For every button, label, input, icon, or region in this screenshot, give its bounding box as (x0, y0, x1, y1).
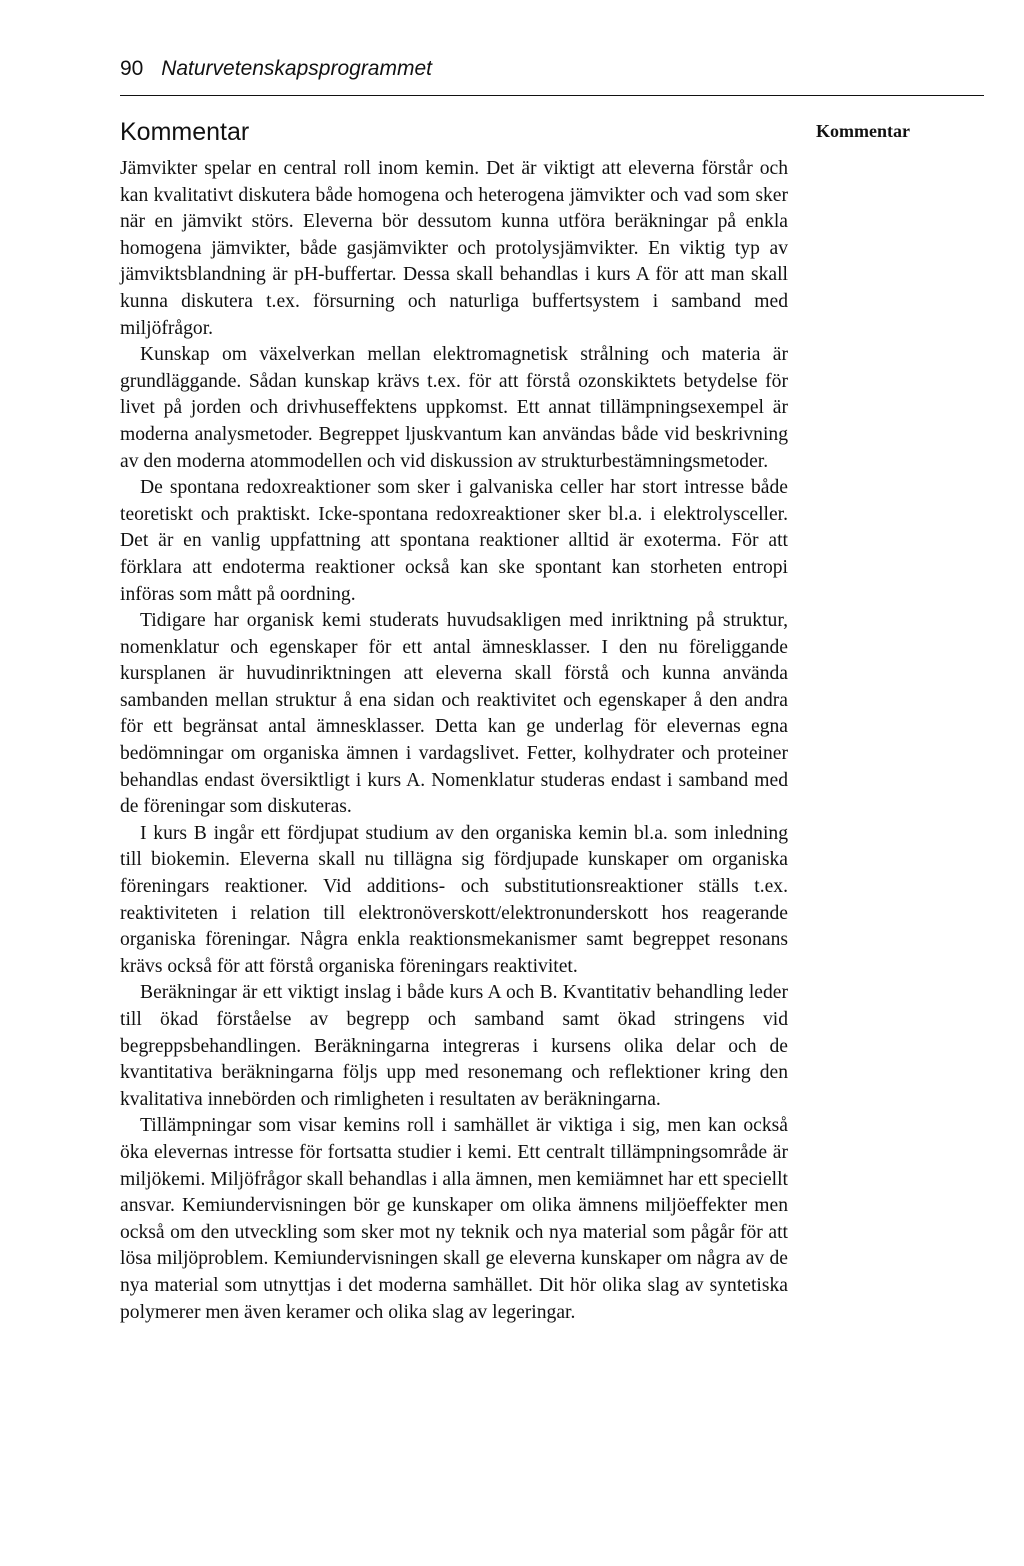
running-title: Naturvetenskapsprogrammet (161, 57, 432, 80)
header-rule (120, 95, 984, 96)
paragraph: Beräkningar är ett viktigt inslag i både kurs A och B. Kvantitativ behandling leder till ökad förståelse av begrepp och samband samt ökad stringens vid begreppsbehandlingen. Beräkningarna integreras i kursens olika delar och de kvantitativa beräkningarna följs upp med resonemang och reflektioner kring den kvalitativa innebörden och rimligheten i resultaten av beräkningarna. (120, 982, 788, 1110)
paragraph: Jämvikter spelar en central roll inom kemin. Det är viktigt att eleverna förstår och kan kvalitativt diskutera både homogena och heterogena jämvikter och vad som sker när en jämvikt störs. Eleverna bör dessutom kunna utföra beräkningar på enkla homogena jämvikter, både gasjämvikter och protolysjämvikter. En viktig typ av jämviktsblandning är pH-buffertar. Dessa skall behandlas i kurs A för att man skall kunna diskutera t.ex. försurning och naturliga buffertsystem i samband med miljöfrågor. (120, 158, 788, 339)
paragraph: Tillämpningar som visar kemins roll i samhället är viktiga i sig, men kan också öka elevernas intresse för fortsatta studier i kemi. Ett centralt tillämpningsområde är miljökemi. Miljöfrågor skall behandlas i alla ämnen, men kemiämnet har ett speciellt ansvar. Kemiundervisningen bör ge kunskaper om olika ämnens miljöeffekter men också om den utveckling som sker mot ny teknik och nya material som pågår för att lösa miljöproblem. Kemiundervisningen skall ge eleverna kunskaper om några av de nya material som utnyttjas i det moderna samhället. Dit hör olika slag av syntetiska polymerer men även keramer och olika slag av legeringar. (120, 1115, 788, 1323)
paragraph: Tidigare har organisk kemi studerats huvudsakligen med inriktning på struktur, nomenklatur och egenskaper för ett antal ämnesklasser. I den nu föreliggande kursplanen är huvudinriktningen att eleverna skall förstå och kunna använda sambanden mellan struktur å ena sidan och reaktivitet och egenskaper å den andra för ett begränsat antal ämnesklasser. Detta kan ge underlag för elevernas egna bedömningar om organiska ämnen i vardagslivet. Fetter, kolhydrater och proteiner behandlas endast översiktligt i kurs A. Nomenklatur studeras endast i samband med de föreningar som diskuteras. (120, 610, 788, 818)
section-heading: Kommentar (120, 118, 250, 146)
paragraph: De spontana redoxreaktioner som sker i galvaniska celler har stort intresse både teoretiskt och praktiskt. Icke-spontana redoxreaktioner sker bl.a. i elektrolysceller. Det är en vanlig uppfattning att spontana reaktioner alltid är exoterma. För att förklara att endoterma reaktioner också kan ske spontant kan storheten entropi införas som mått på oordning. (120, 477, 788, 605)
paragraph: I kurs B ingår ett fördjupat studium av den organiska kemin bl.a. som inledning till biokemin. Eleverna skall nu tillägna sig fördjupade kunskaper om organiska föreningars reaktioner. Vid additions- och substitutionsreaktioner ställs t.ex. reaktiviteten i relation till elektronöverskott/elektronunderskott hos reagerande organiska föreningar. Några enkla reaktionsmekanismer samt begreppet resonans krävs också för att förstå organiska föreningars reaktivitet. (120, 822, 788, 977)
margin-note: Kommentar (816, 121, 910, 141)
running-head (120, 54, 980, 88)
body-text (120, 156, 788, 1326)
paragraph: Kunskap om växelverkan mellan elektromagnetisk strålning och materia är grundläggande. Sådan kunskap krävs t.ex. för att förstå ozonskiktets betydelse för livet på jorden och drivhuseffektens uppkomst. Ett annat tillämpningsexempel är moderna analysmetoder. Begreppet ljuskvantum kan användas både vid beskrivning av den moderna atommodellen och vid diskussion av strukturbestämningsmetoder. (120, 344, 788, 472)
page-number: 90 (120, 57, 144, 80)
